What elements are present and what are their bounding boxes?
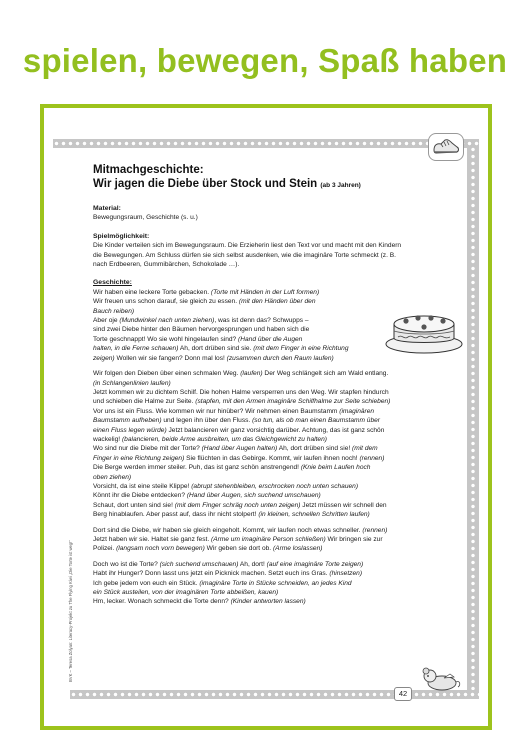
story-text: Berg hinablaufen. Aber passt auf, dass ihr nicht stolpert! — [93, 511, 259, 519]
article — [93, 163, 465, 607]
story-text: Der Weg schlängelt sich am Wald entlang. — [262, 370, 389, 378]
story-text: Doch wo ist die Torte? — [93, 560, 160, 568]
story-line — [93, 344, 361, 353]
story-line — [93, 379, 465, 388]
stage-direction: (sich suchend umschauen) — [159, 560, 239, 568]
story-text: und legen ihn über den Fluss. — [161, 417, 253, 425]
story-text: Wir geben sie dort ob. — [204, 545, 273, 553]
story-text: Hm, lecker. Wonach schmeckt die Torte denn? — [93, 598, 231, 606]
story-text: Könnt ihr die Diebe entdecken? — [93, 492, 187, 500]
story-line — [93, 597, 465, 606]
story-line — [93, 335, 361, 344]
story-text: Torte geschnappt! Wo sie wohl hingelaufen sind? — [93, 335, 239, 343]
dotted-border-top — [53, 139, 479, 148]
story-paragraph-3 — [93, 526, 465, 554]
stage-direction: (mit dem — [352, 445, 378, 453]
article-title-text: Wir jagen die Diebe über Stock und Stein — [93, 178, 318, 190]
story-text: Wollen wir sie fangen? Donn mal los! — [114, 354, 227, 362]
story-text: Ah, dort drüben sind sie. — [178, 345, 254, 353]
story-line — [93, 482, 465, 491]
story-text: wackelig! — [93, 435, 122, 443]
spiel-heading: Spielmöglichkeit: — [93, 232, 150, 240]
stage-direction: (Knie beim Laufen hoch — [300, 464, 371, 472]
stage-direction: (abrupt stehenbleiben, erschrocken noch unten schauen) — [191, 482, 359, 490]
story-line — [93, 288, 361, 297]
story-line — [93, 569, 465, 578]
article-title-line2 — [93, 177, 465, 193]
story-text: Wir folgen den Dieben über einen schmalen Weg. — [93, 370, 241, 378]
story-text: Ich gebe jedem von euch ein Stück. — [93, 579, 200, 587]
story-line — [93, 444, 465, 453]
stage-direction: (imaginäre Torte in Stücke schneiden, an jedes Kind — [199, 579, 352, 587]
stage-direction: Baumstamm aufheben) — [93, 417, 162, 425]
story-text: sind zwei Diebe hinter den Bäumen hervorgesprungen und haben sich die — [93, 326, 310, 334]
stage-direction: (Hand über Augen halten) — [201, 445, 278, 453]
stage-direction: (Mundwinkel nach unten ziehen) — [119, 317, 215, 325]
story-line — [93, 354, 361, 363]
stage-direction: oben ziehen) — [93, 473, 132, 481]
story-text: Schaut, dort unten sind sie! — [93, 501, 175, 509]
story-line — [93, 510, 465, 519]
story-text: Dort sind die Diebe, wir haben sie gleich eingeholt. Kommt, wir laufen noch etwas schneller. — [93, 526, 363, 534]
stage-direction: (Hand über Augen, sich suchend umschauen) — [186, 492, 321, 500]
stage-direction: (mit dem Finger in eine Richtung — [253, 345, 349, 353]
story-text: Jetzt kommen wir zu dichtem Schilf. Die hohen Halme versperren uns den Weg. Wir stapfen hindurch — [93, 388, 389, 396]
stage-direction: Bauch reiben) — [93, 307, 135, 315]
story-line — [93, 388, 465, 397]
story-line — [93, 307, 361, 316]
dotted-border-right — [467, 146, 479, 694]
story-line — [93, 526, 465, 535]
story-line — [93, 397, 465, 406]
story-line — [93, 316, 361, 325]
story-text: und schieben die Halme zur Seite. — [93, 398, 196, 406]
material-heading: Material: — [93, 205, 121, 212]
side-credit: BVK – Teresa Zolyan: Literacy-Projekt zu The Flying Kiwi „Die Torte ist weg!“ — [68, 540, 73, 682]
story-line — [93, 579, 465, 588]
story-text: Ah, dort drüben sind sie! — [277, 445, 353, 453]
story-line — [93, 297, 361, 306]
stage-direction: (balancieren, beide Arme ausbreiten, um das Gleichgewicht zu halten) — [121, 435, 327, 443]
shoe-icon — [428, 133, 464, 161]
story-text: Aber oje — [93, 317, 120, 325]
stage-direction: halten, in die Ferne schauen) — [93, 345, 179, 353]
material-text: Bewegungsraum, Geschichte (s. u.) — [93, 214, 198, 222]
stage-direction: (laufen) — [240, 370, 263, 378]
stage-direction: (in Schlangenlinien laufen) — [93, 379, 171, 387]
age-label: (ab 3 Jahren) — [320, 182, 361, 189]
story-line — [93, 463, 465, 472]
story-text: , was ist denn das? Schwupps – — [214, 317, 309, 325]
story-text: Polizei. — [93, 545, 117, 553]
story-line — [93, 535, 465, 544]
stage-direction: (langsam noch vorn bewegen) — [116, 545, 205, 553]
page-number: 42 — [394, 687, 412, 701]
spiel-line: die Bewegungen. Am Schluss dürfen sie sich selbst ausdenken, wie die imaginäre Torte schmeckt (z. B. — [93, 251, 396, 259]
story-line — [93, 588, 465, 597]
stage-direction: (in kleinen, schnellen Schritten laufen) — [258, 511, 370, 519]
story-text: Ah, dort! — [238, 560, 267, 568]
story-text: Wir haben eine leckere Torte gebacken. — [93, 288, 211, 296]
story-text: Wir bringen sie zur — [325, 536, 383, 543]
stage-direction: (mit dem Finger schräg noch unten zeigen) — [174, 501, 301, 509]
spiel-line: nach Erdbeeren, Gummibärchen, Schokolade …). — [93, 261, 240, 269]
stage-direction: (Arme um imaginäre Person schließen) — [211, 536, 326, 543]
story-text: Jetzt müssen wir schnell den — [300, 501, 387, 509]
story-text: Wir freuen uns schon darauf, sie gleich zu essen. — [93, 298, 239, 306]
story-intro-lines — [93, 288, 361, 363]
stage-direction: (Kinder antworten lassen) — [230, 598, 306, 606]
story-line — [93, 416, 465, 425]
story-text: Vor uns ist ein Fluss. Wie kommen wir nur hinüber? Wir nehmen einen Baumstamm — [93, 407, 340, 415]
story-heading: Geschichte: — [93, 279, 132, 287]
stage-direction: (so tun, als ob man einen Baumstamm über — [252, 417, 381, 425]
stage-direction: einen Fluss legen würde) — [93, 426, 167, 434]
story-text: Jetzt haben wir sie. Haltet sie ganz fest. — [93, 536, 212, 543]
stage-direction: (hinsetzen) — [329, 570, 363, 578]
stage-direction: (rennen) — [362, 526, 388, 534]
story-paragraph-4 — [93, 560, 465, 607]
story-text: Vorsicht, da ist eine steile Klippe! — [93, 482, 192, 490]
stage-direction: (auf eine imaginäre Torte zeigen) — [266, 560, 364, 568]
stage-direction: (Torte mit Händen in der Luft formen) — [210, 288, 320, 296]
stage-direction: Finger in eine Richtung zeigen) — [93, 454, 185, 462]
story-line — [93, 426, 465, 435]
stage-direction: (rennen) — [359, 454, 385, 462]
story-line — [93, 369, 465, 378]
story-line — [93, 544, 465, 553]
story-line — [93, 407, 465, 416]
cake-illustration — [378, 294, 466, 360]
spiel-line: Die Kinder verteilen sich im Bewegungsraum. Die Erzieherin liest den Text vor und macht mit den Kindern — [93, 242, 402, 250]
stage-direction: (zusammen durch den Raum laufen) — [226, 354, 334, 362]
page-headline: spielen, bewegen, Spaß haben — [22, 42, 508, 79]
story-paragraph-2 — [93, 369, 465, 520]
story-line — [93, 473, 465, 482]
stage-direction: (stapfen, mit den Armen imaginäre Schilfhalme zur Seite schieben) — [195, 398, 391, 406]
stage-direction: ein Stück austeilen, von der imaginären Torte abbeißen, kauen) — [93, 589, 279, 597]
story-line — [93, 491, 465, 500]
story-line — [93, 454, 465, 463]
story-text: Die Berge werden immer steiler. Puh, das ist ganz schön anstrengend! — [93, 464, 301, 472]
article-title-line1: Mitmachgeschichte: — [93, 164, 204, 176]
story-intro — [93, 288, 465, 363]
story-line — [93, 501, 465, 510]
story-text: Wo sind nur die Diebe mit der Torte? — [93, 445, 202, 453]
stage-direction: (Hand über die Augen — [238, 335, 303, 343]
stage-direction: (imaginären — [339, 407, 375, 415]
stage-direction: (Arme loslassen) — [272, 545, 323, 553]
story-text: Sie flüchten in das Gebirge. Kommt, wir laufen ihnen noch! — [184, 454, 360, 462]
stage-direction: (mit den Händen über den — [238, 298, 316, 306]
stage-direction: zeigen) — [93, 354, 115, 362]
story-text: Jetzt balancieren wir ganz vorsichtig darüber. Achtung, das ist ganz schön — [166, 426, 385, 434]
story-line — [93, 560, 465, 569]
story-line — [93, 325, 361, 334]
story-line — [93, 435, 465, 444]
story-text: Habt ihr Hunger? Donn lasst uns jetzt ein Picknick machen. Setzt euch ins Gras. — [93, 570, 330, 578]
mouse-illustration — [418, 662, 464, 692]
